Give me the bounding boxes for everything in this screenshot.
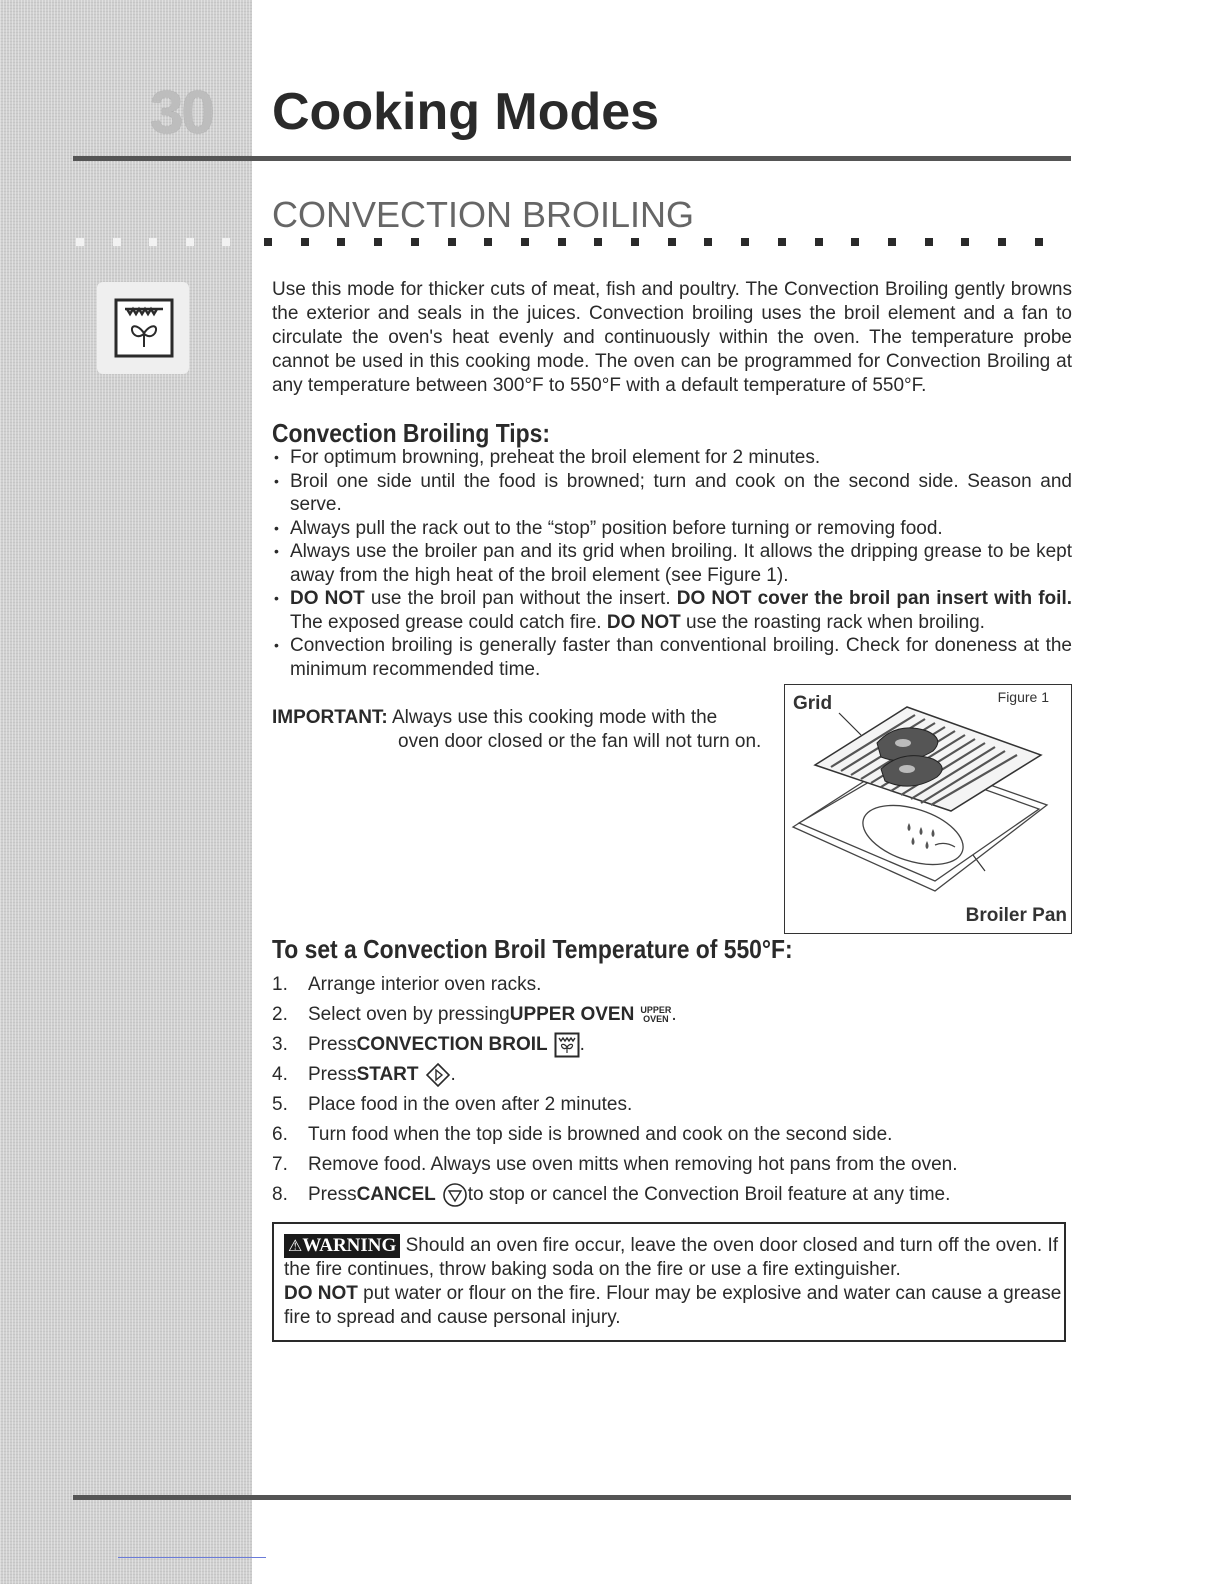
divider-dot <box>998 238 1006 246</box>
footer-link-line <box>118 1557 266 1558</box>
tip-item: • Always pull the rack out to the “stop” position before turning or removing food. <box>272 517 1072 541</box>
divider-dot <box>668 238 676 246</box>
broiler-pan-illustration <box>785 685 1071 933</box>
divider-dot <box>741 238 749 246</box>
upper-oven-key-icon: UPPER OVEN <box>640 1005 672 1024</box>
cancel-key-icon <box>442 1182 468 1208</box>
header-rule <box>73 156 1071 161</box>
divider-dot <box>631 238 639 246</box>
divider-dot <box>76 238 84 246</box>
step-item: 4. Press START . <box>272 1060 1072 1090</box>
divider-dot <box>301 238 309 246</box>
warning-badge: ⚠WARNING <box>284 1234 400 1258</box>
divider-dot <box>149 238 157 246</box>
step-item: 6. Turn food when the top side is browned and cook on the second side. <box>272 1124 893 1145</box>
warning-box: ⚠WARNING Should an oven fire occur, leave the oven door closed and turn off the oven. If the fire continues, throw baking soda on the fire or use a fire extinguisher. DO NOT put water or flour on the fire. Flour may be explosive and water can cause a grease fire to spread and cause personal injury. <box>272 1222 1066 1342</box>
divider-dot <box>961 238 969 246</box>
step-item: 2. Select oven by pressing UPPER OVEN UPPER OVEN . <box>272 1004 677 1025</box>
divider-dot <box>484 238 492 246</box>
tips-heading: Convection Broiling Tips: <box>272 418 550 448</box>
tip-item: • Broil one side until the food is browned; turn and cook on the second side. Season and serve. <box>272 470 1072 517</box>
divider-dot <box>815 238 823 246</box>
convection-broil-key-icon <box>554 1032 580 1058</box>
tip-item: • DO NOT use the broil pan without the insert. DO NOT cover the broil pan insert with foil. The exposed grease could catch fire. DO NOT use the roasting rack when broiling. <box>272 587 1072 634</box>
step-item: 8. Press CANCEL to stop or cancel the Convection Broil feature at any time. <box>272 1180 1072 1210</box>
important-label: IMPORTANT: <box>272 707 388 728</box>
tip-item: • For optimum browning, preheat the broil element for 2 minutes. <box>272 446 1072 470</box>
divider-dot <box>851 238 859 246</box>
divider-dot <box>521 238 529 246</box>
divider-dot <box>558 238 566 246</box>
step-item: 5. Place food in the oven after 2 minutes. <box>272 1094 633 1115</box>
divider-dot <box>704 238 712 246</box>
footer-rule <box>73 1495 1071 1500</box>
tip-item: • Always use the broiler pan and its grid when broiling. It allows the dripping grease to be kept away from the high heat of the broil element (see Figure 1). <box>272 540 1072 587</box>
divider-dot <box>594 238 602 246</box>
divider-dot <box>411 238 419 246</box>
divider-dot <box>264 238 272 246</box>
step-item: 7. Remove food. Always use oven mitts when removing hot pans from the oven. <box>272 1154 958 1175</box>
steps-heading: To set a Convection Broil Temperature of 550°F: <box>272 934 793 964</box>
section-title: CONVECTION BROILING <box>272 194 695 235</box>
page-title: Cooking Modes <box>272 83 660 141</box>
divider-dot <box>925 238 933 246</box>
divider-dot <box>337 238 345 246</box>
divider-dot <box>1035 238 1043 246</box>
step-item: 3. Press CONVECTION BROIL . <box>272 1030 1072 1060</box>
steps-list <box>272 970 1072 1210</box>
divider-dot <box>778 238 786 246</box>
step-item: 1. Arrange interior oven racks. <box>272 974 542 995</box>
tip-item: • Convection broiling is generally faster than conventional broiling. Check for doneness at the minimum recommended time. <box>272 634 1072 681</box>
page-number: 30 <box>150 79 213 146</box>
warning-icon: ⚠ <box>288 1236 303 1255</box>
figure-1 <box>784 684 1072 934</box>
divider-dot <box>374 238 382 246</box>
divider-dot <box>222 238 230 246</box>
divider-dot <box>113 238 121 246</box>
important-note: IMPORTANT: Always use this cooking mode with the oven door closed or the fan will not turn on. <box>272 707 762 752</box>
figure-caption: Figure 1 <box>997 689 1049 705</box>
start-key-icon <box>425 1062 451 1088</box>
intro-paragraph: Use this mode for thicker cuts of meat, fish and poultry. The Convection Broiling gently browns the exterior and seals in the juices. Convection broiling uses the broil element and a fan to circulate the oven's heat evenly and continuously within the oven. The temperature probe cannot be used in this cooking mode. The oven can be programmed for Convection Broiling at any temperature between 300°F to 550°F with a default temperature of 550°F. <box>272 279 1072 396</box>
convection-broil-icon <box>113 297 175 359</box>
broiler-pan-label: Broiler Pan <box>965 905 1067 926</box>
tips-list <box>272 446 1072 681</box>
divider-dot <box>186 238 194 246</box>
divider-dot <box>888 238 896 246</box>
grid-label: Grid <box>793 693 833 714</box>
sidebar-band <box>0 0 252 1584</box>
divider-dot <box>448 238 456 246</box>
